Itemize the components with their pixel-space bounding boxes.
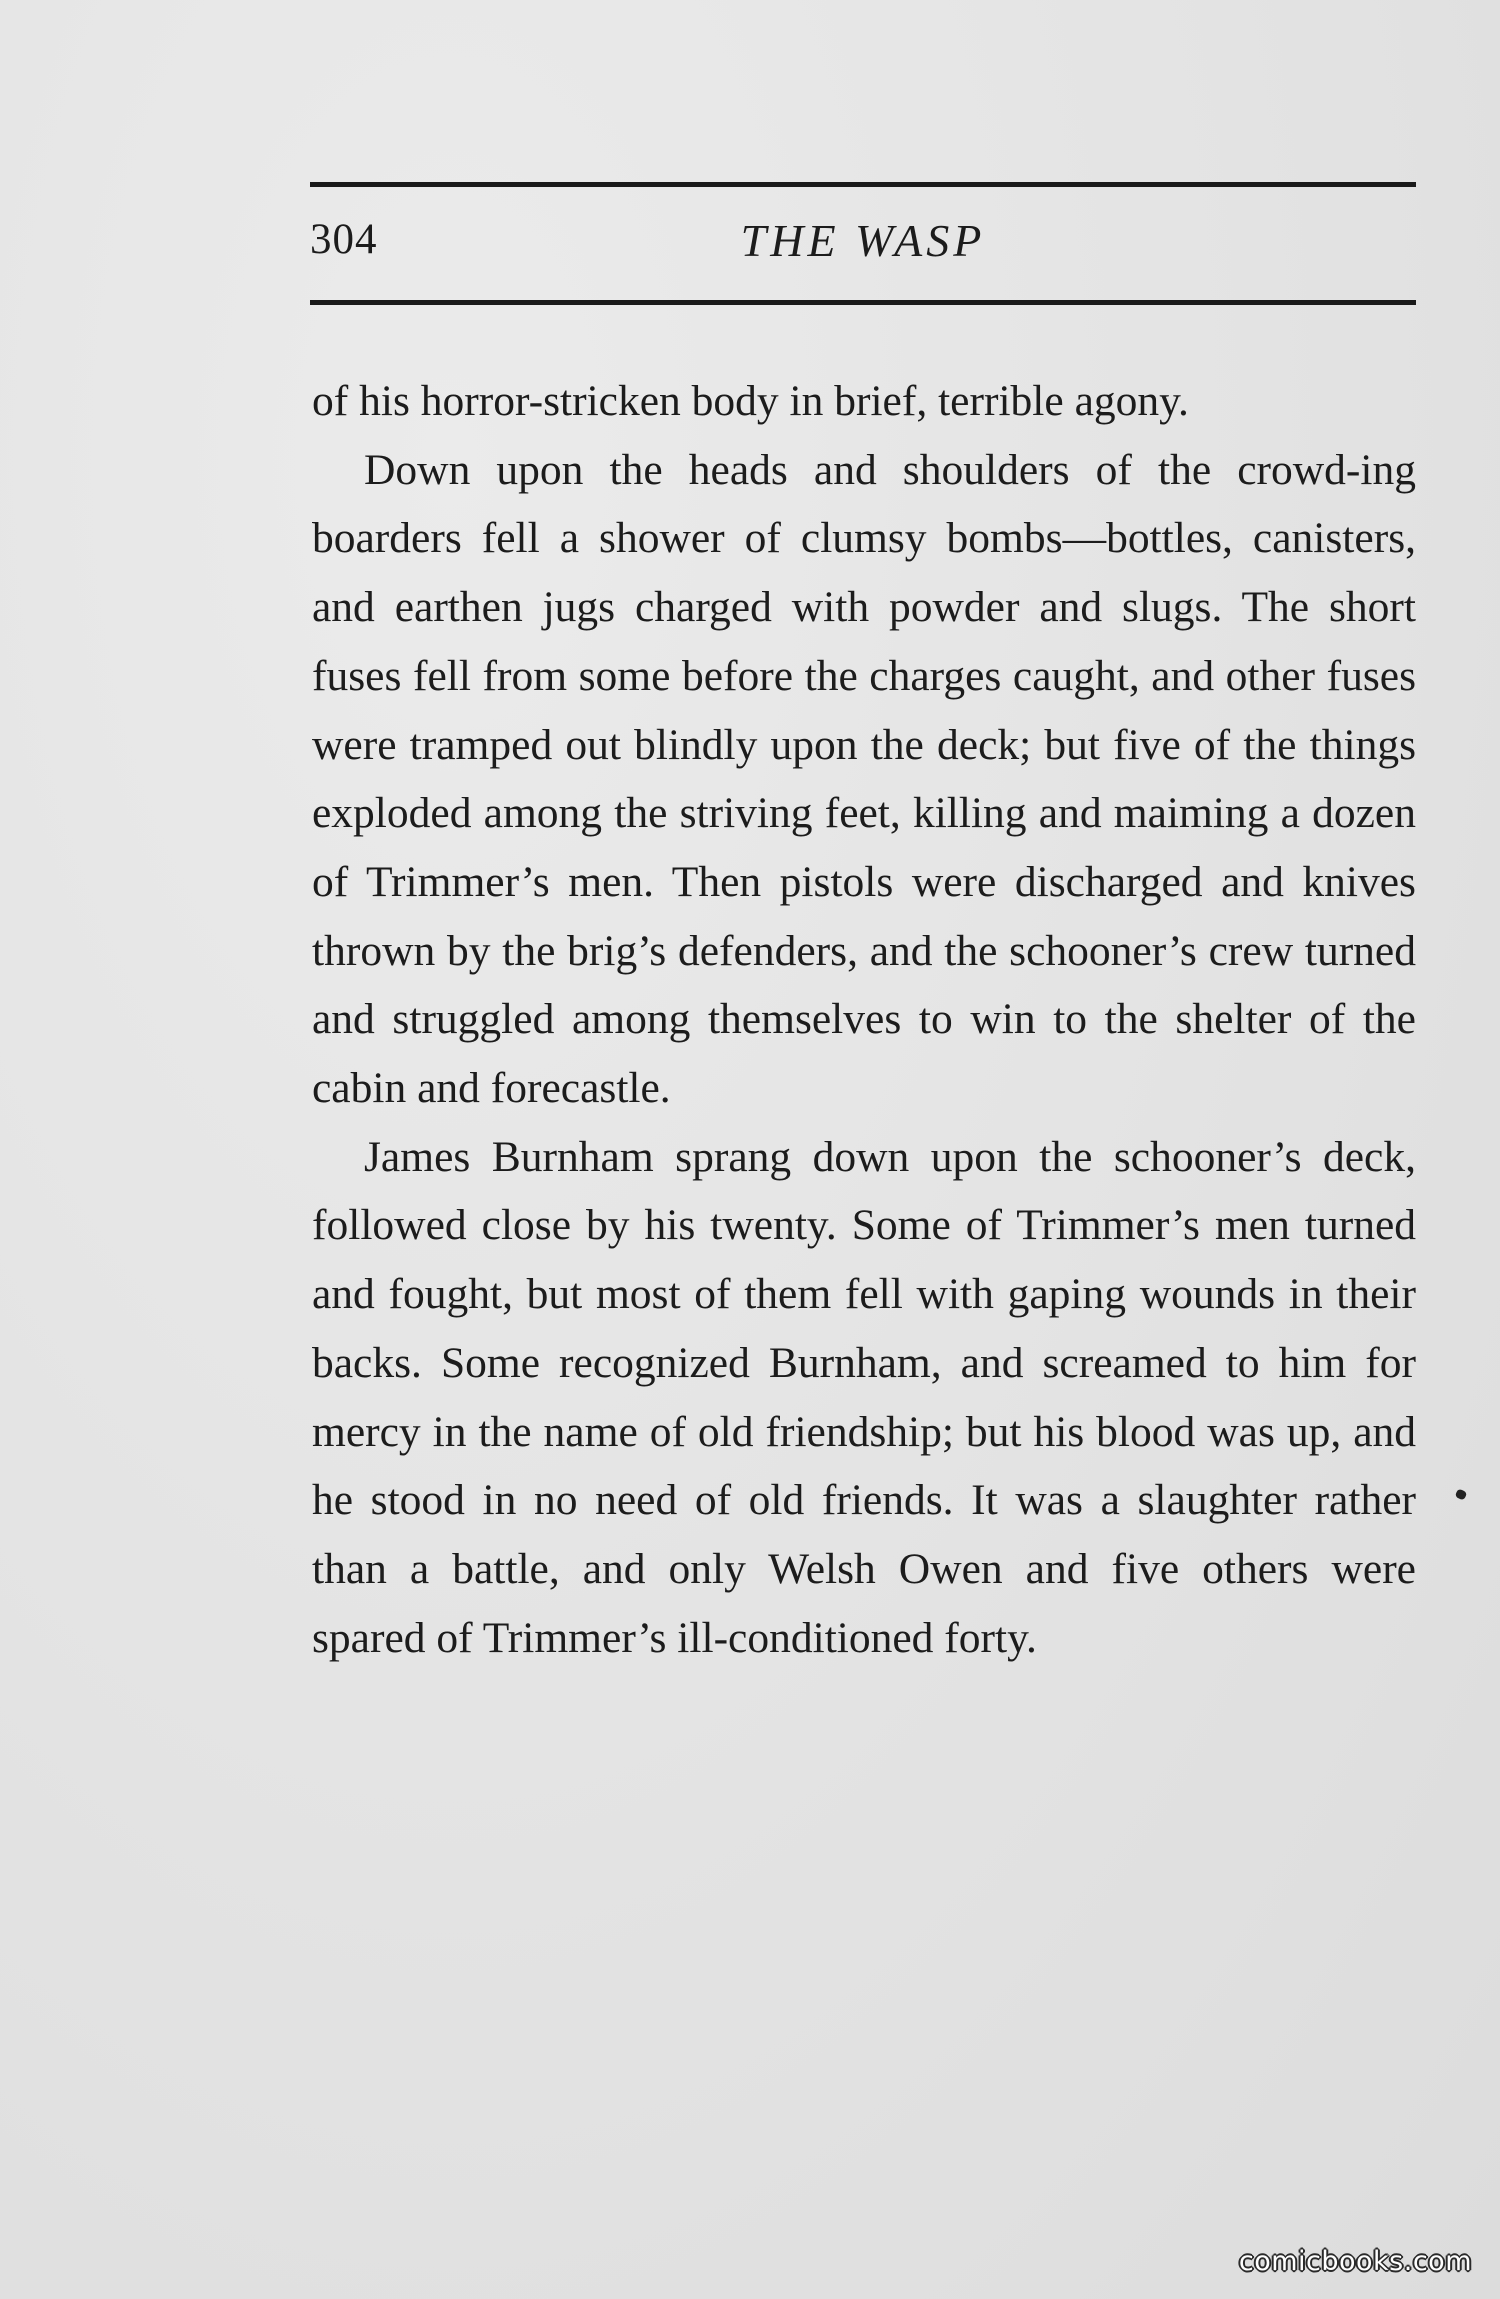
paragraph-continued: of his horror-stricken body in brief, terrible agony. [312,377,1189,425]
paragraph-bombs: Down upon the heads and shoulders of the crowd-ing boarders fell a shower of clumsy bombs—bottles, canisters, and earthen jugs charged with powder and slugs. The short fuses fell from some before the charges caught, and other fuses were tramped out blindly upon the deck; but five of the things exploded among the striving feet, killing and maiming a dozen of Trimmer’s men. Then pistols were discharged and knives thrown by the brig’s defenders, and the schooner’s crew turned and struggled among themselves to win to the shelter of the cabin and forecastle. [312,445,1416,1113]
running-title: THE WASP [740,215,986,266]
paragraph-burnham: James Burnham sprang down upon the schooner’s deck, followed close by his twenty. Some of Trimmer’s men turned and fought, but most of them fell with gaping wounds in their backs. Some recognized Burnham, and screamed to him for mercy in the name of old friendship; but his blood was up, and he stood in no need of old friends. It was a slaughter rather than a battle, and only Welsh Owen and five others were spared of Trimmer’s ill-conditioned forty. [312,1132,1416,1662]
page-number: 304 [310,216,378,263]
body-text [312,367,1416,1672]
header-top-rule [310,182,1416,187]
header-bottom-rule [310,300,1416,305]
watermark: comicbooks.com [1238,2246,1472,2277]
ink-speck [1455,1488,1468,1500]
